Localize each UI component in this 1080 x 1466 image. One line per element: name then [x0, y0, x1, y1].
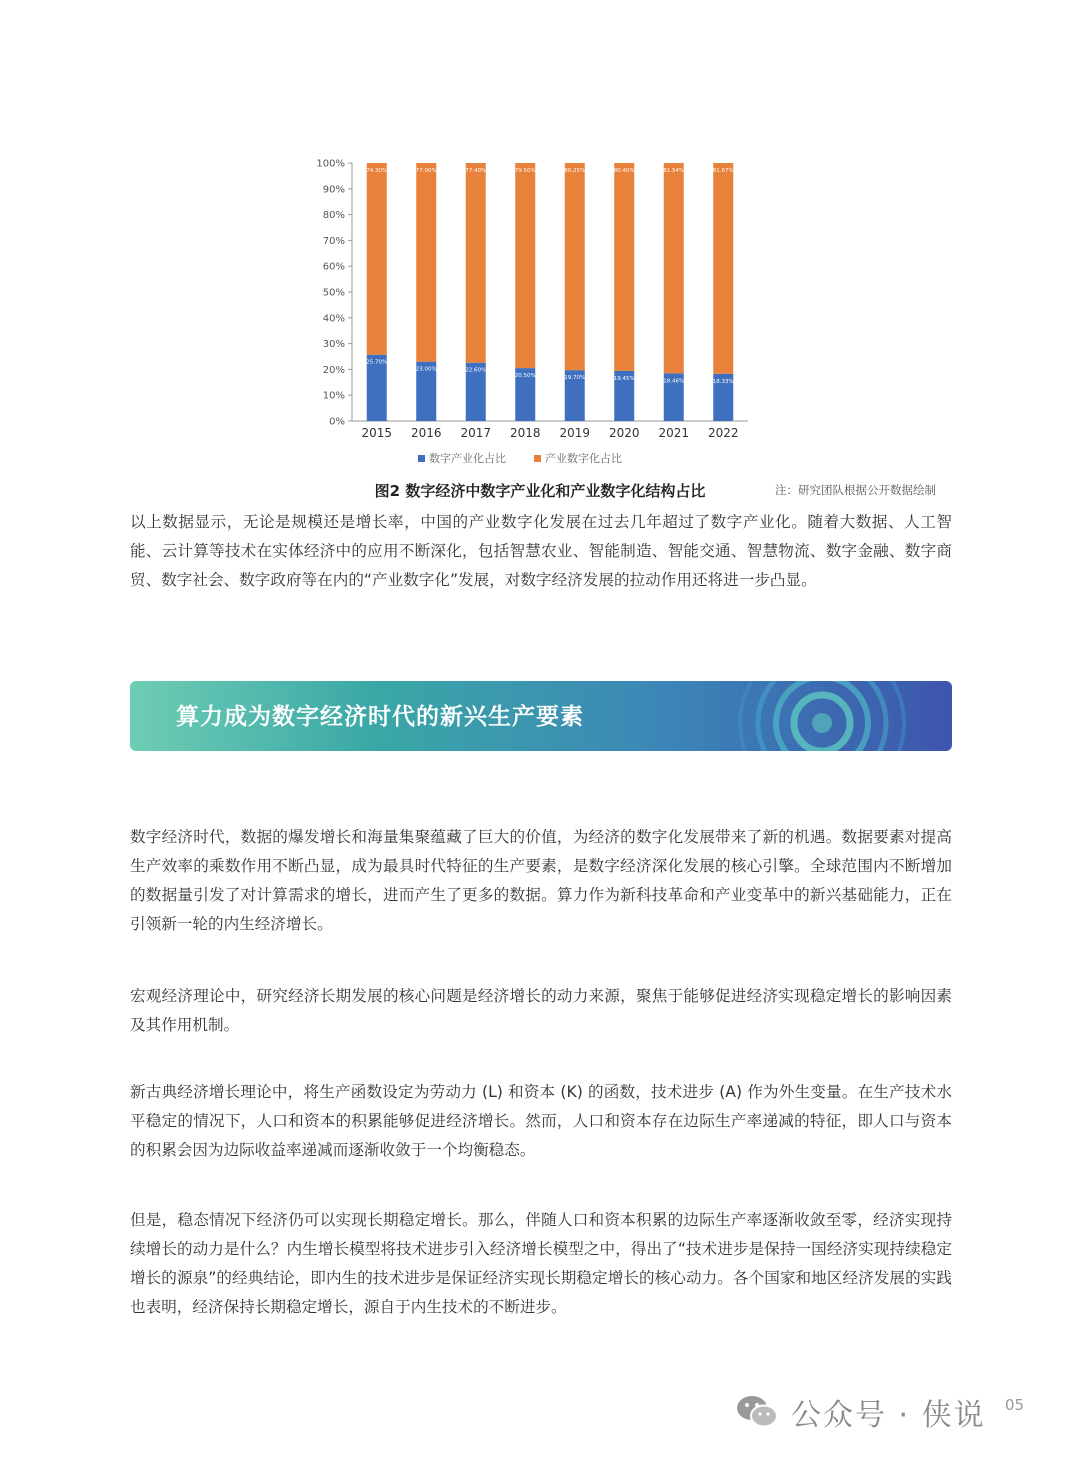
y-tick-label: 50% — [322, 287, 345, 299]
y-tick-label: 60% — [322, 261, 345, 273]
x-tick-label: 2017 — [460, 426, 492, 440]
x-tick-label: 2016 — [410, 426, 442, 440]
concentric-arcs-decoration — [692, 681, 952, 751]
x-tick-label: 2022 — [707, 426, 739, 440]
y-tick-label: 30% — [322, 339, 345, 351]
watermark — [735, 1392, 986, 1432]
paragraph-endogenous-growth: 但是，稳态情况下经济仍可以实现长期稳定增长。那么，伴随人口和资本积累的边际生产率逐渐收敛至零，经济实现持续增长的动力是什么？内生增长模型将技术进步引入经济增长模型之中，得出了“技术进步是保持一国经济实现持续稳定增长的源泉”的经典结论，即内生的技术进步是保证经济实现长期稳定增长的核心动力。各个国家和地区经济发展的实践也表明，经济保持长期稳定增长，源自于内生技术的不断进步。 — [130, 1211, 952, 1316]
bar-segment-industrial-digitization — [367, 163, 387, 355]
legend-label: 产业数字化占比 — [545, 452, 622, 465]
data-label: 23.00% — [415, 366, 437, 373]
x-tick-label: 2015 — [361, 426, 393, 440]
bar-segment-industrial-digitization — [664, 163, 684, 373]
wechat-icon — [735, 1394, 779, 1430]
legend-swatch — [418, 455, 425, 462]
y-tick-label: 80% — [322, 210, 345, 222]
y-tick-label: 10% — [322, 390, 345, 402]
data-label: 20.50% — [514, 373, 536, 380]
data-label: 18.33% — [712, 378, 734, 385]
data-label: 74.30% — [366, 168, 388, 174]
stacked-bar-chart — [300, 148, 770, 478]
x-tick-label: 2019 — [559, 426, 591, 440]
data-label: 19.45% — [613, 375, 635, 382]
y-tick-label: 40% — [322, 313, 345, 325]
section-banner — [130, 681, 952, 751]
bar-segment-industrial-digitization — [416, 163, 436, 362]
paragraph-macro-theory: 宏观经济理论中，研究经济长期发展的核心问题是经济增长的动力来源，聚焦于能够促进经济实现稳定增长的影响因素及其作用机制。 — [130, 987, 952, 1034]
y-tick-label: 20% — [322, 364, 345, 376]
y-tick-label: 0% — [329, 416, 345, 428]
section-title: 算力成为数字经济时代的新兴生产要素 — [176, 704, 584, 730]
data-label: 77.40% — [465, 168, 487, 174]
y-tick-label: 70% — [322, 235, 345, 247]
watermark-text: 公众号 · 侠说 — [791, 1398, 986, 1433]
data-label: 19.70% — [564, 375, 586, 382]
page-number: 05 — [1005, 1396, 1025, 1414]
bar-segment-industrial-digitization — [614, 163, 634, 371]
bar-segment-industrial-digitization — [466, 163, 486, 363]
data-label: 18.46% — [663, 378, 685, 385]
bar-segment-industrial-digitization — [565, 163, 585, 370]
bar-segment-industrial-digitization — [713, 163, 733, 374]
legend-label: 数字产业化占比 — [429, 452, 506, 465]
paragraph-neoclassical: 新古典经济增长理论中，将生产函数设定为劳动力 (L) 和资本 (K) 的函数，技术进步 (A) 作为外生变量。在生产技术水平稳定的情况下，人口和资本的积累能够促进经济增长。然而，人口和资本存在边际生产率递减的特征，即人口与资本的积累会因为边际收益率递减而逐渐收敛于一个均衡稳态。 — [130, 1083, 952, 1159]
figure-source-note: 注：研究团队根据公开数据绘制 — [775, 483, 936, 497]
legend-swatch — [534, 455, 541, 462]
data-label: 77.00% — [415, 168, 437, 174]
x-tick-label: 2018 — [509, 426, 541, 440]
figure-caption: 图2 数字经济中数字产业化和产业数字化结构占比 — [374, 482, 706, 500]
data-label: 22.60% — [465, 367, 487, 374]
x-tick-label: 2020 — [608, 426, 640, 440]
data-label: 25.70% — [366, 359, 388, 366]
data-label: 81.54% — [663, 168, 685, 174]
paragraph-data-summary: 以上数据显示，无论是规模还是增长率，中国的产业数字化发展在过去几年超过了数字产业化。随着大数据、人工智能、云计算等技术在实体经济中的应用不断深化，包括智慧农业、智能制造、智能交通、智慧物流、数字金融、数字商贸、数字社会、数字政府等在内的“产业数字化”发展，对数字经济发展的拉动作用还将进一步凸显。 — [130, 513, 952, 589]
paragraph-compute-power: 数字经济时代，数据的爆发增长和海量集聚蕴藏了巨大的价值，为经济的数字化发展带来了新的机遇。数据要素对提高生产效率的乘数作用不断凸显，成为最具时代特征的生产要素，是数字经济深化发展的核心引擎。全球范围内不断增加的数据量引发了对计算需求的增长，进而产生了更多的数据。算力作为新科技革命和产业变革中的新兴基础能力，正在引领新一轮的内生经济增长。 — [130, 828, 952, 933]
y-tick-label: 90% — [322, 184, 345, 196]
x-tick-label: 2021 — [658, 426, 690, 440]
bar-segment-industrial-digitization — [515, 163, 535, 368]
y-tick-label: 100% — [316, 158, 345, 170]
data-label: 80.40% — [613, 168, 635, 174]
data-label: 81.67% — [712, 168, 734, 174]
data-label: 79.50% — [514, 168, 536, 174]
data-label: 80.25% — [564, 168, 586, 174]
